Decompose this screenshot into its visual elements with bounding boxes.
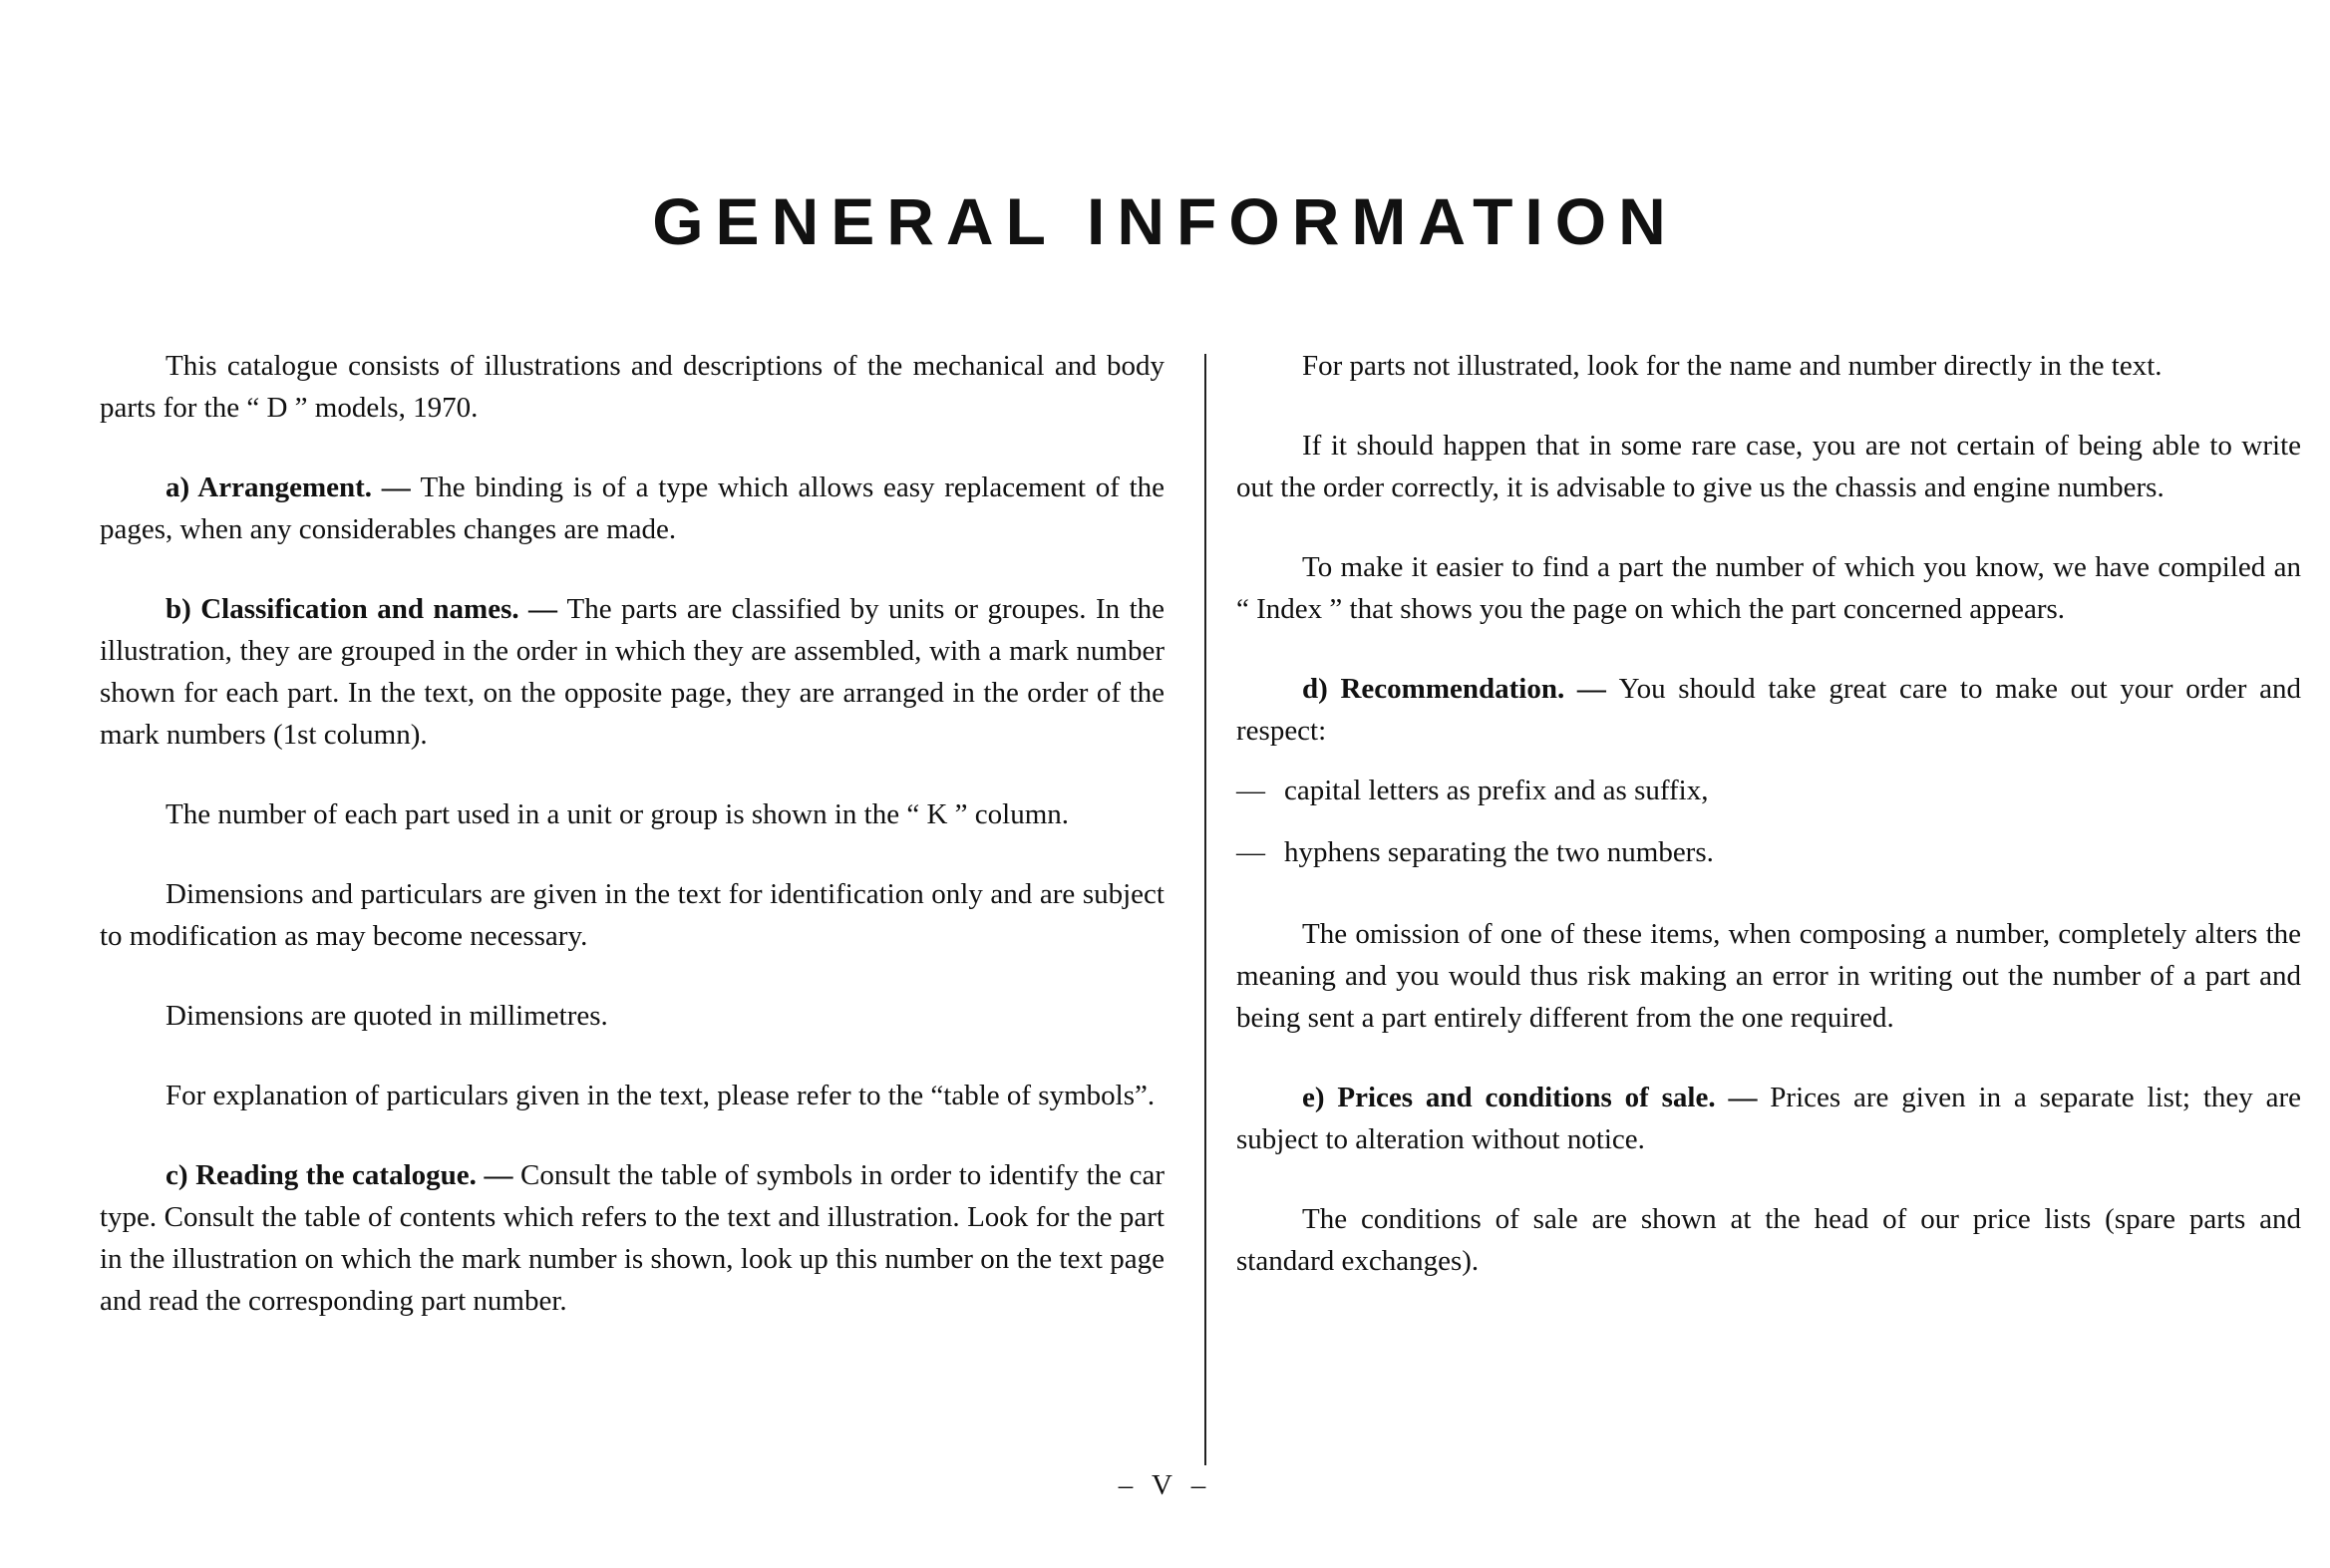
bullet-text: capital letters as prefix and as suffix,	[1284, 775, 1709, 806]
left-column	[100, 345, 1165, 1360]
reading-heading: c) Reading the catalogue.	[166, 1159, 477, 1191]
conditions-paragraph: The conditions of sale are shown at the head of our price lists (spare parts and standard exchanges).	[1236, 1203, 2301, 1277]
classification-dash: —	[518, 593, 567, 625]
bullet-dash: —	[1236, 775, 1265, 806]
classification-paragraph	[100, 588, 1165, 756]
prices-heading: e) Prices and conditions of sale.	[1302, 1082, 1716, 1113]
arrangement-heading: a) Arrangement.	[166, 471, 373, 503]
page-number: – V –	[1118, 1469, 1212, 1501]
classification-text: The parts are classified by units or groupes. In the illustration, they are grouped in the order in which they are assembled, with a mark number shown for each part. In the text, on the opposite page, they are arranged in the order of the mark numbers (1st column).	[100, 593, 1165, 751]
column-divider	[1204, 354, 1206, 1465]
intro-paragraph: This catalogue consists of illustrations and descriptions of the mechanical and body parts for the “ D ” models, 1970.	[100, 350, 1165, 424]
not-illustrated-paragraph: For parts not illustrated, look for the name and number directly in the text.	[1302, 350, 2163, 382]
prices-dash: —	[1715, 1082, 1771, 1113]
k-column-paragraph: The number of each part used in a unit or group is shown in the “ K ” column.	[166, 798, 1070, 830]
classification-heading: b) Classification and names.	[166, 593, 519, 625]
bullet-dash: —	[1236, 836, 1265, 868]
list-item	[1236, 831, 2301, 873]
prices-text: Prices are given in a separate list; they are subject to alteration without notice.	[1236, 1082, 2301, 1155]
millimetres-paragraph: Dimensions are quoted in millimetres.	[166, 1000, 608, 1032]
reading-dash: —	[476, 1159, 521, 1191]
list-item	[1236, 770, 2301, 811]
arrangement-dash: —	[372, 471, 421, 503]
reading-paragraph	[100, 1154, 1165, 1322]
dimensions-paragraph: Dimensions and particulars are given in the text for identification only and are subject to modification as may become necessary.	[100, 878, 1165, 952]
right-column	[1236, 345, 2301, 1320]
recommendation-heading: d) Recommendation.	[1302, 673, 1565, 705]
arrangement-text: The binding is of a type which allows easy replacement of the pages, when any considerables changes are made.	[100, 471, 1165, 545]
recommendation-paragraph	[1236, 668, 2301, 752]
uncertain-order-paragraph: If it should happen that in some rare case, you are not certain of being able to write out the order correctly, it is advisable to give us the chassis and engine numbers.	[1236, 430, 2301, 503]
index-paragraph: To make it easier to find a part the number of which you know, we have compiled an “ Index ” that shows you the page on which the part concerned appears.	[1236, 551, 2301, 625]
bullet-text: hyphens separating the two numbers.	[1284, 836, 1714, 868]
arrangement-paragraph	[100, 467, 1165, 550]
symbols-paragraph: For explanation of particulars given in the text, please refer to the “table of symbols”.	[166, 1080, 1156, 1111]
prices-paragraph	[1236, 1077, 2301, 1160]
reading-text: Consult the table of symbols in order to identify the car type. Consult the table of contents which refers to the text and illustration. Look for the part in the illustration on which the mark number is shown, look up this number on the text page and read the corresponding part number.	[100, 1159, 1165, 1317]
omission-paragraph: The omission of one of these items, when composing a number, completely alters the meaning and you would thus risk making an error in writing out the number of a part and being sent a part entirely different from the one required.	[1236, 918, 2301, 1034]
page-title: GENERAL INFORMATION	[652, 184, 1678, 258]
recommendation-text: You should take great care to make out your order and respect:	[1236, 673, 2301, 747]
recommendation-dash: —	[1564, 673, 1619, 705]
